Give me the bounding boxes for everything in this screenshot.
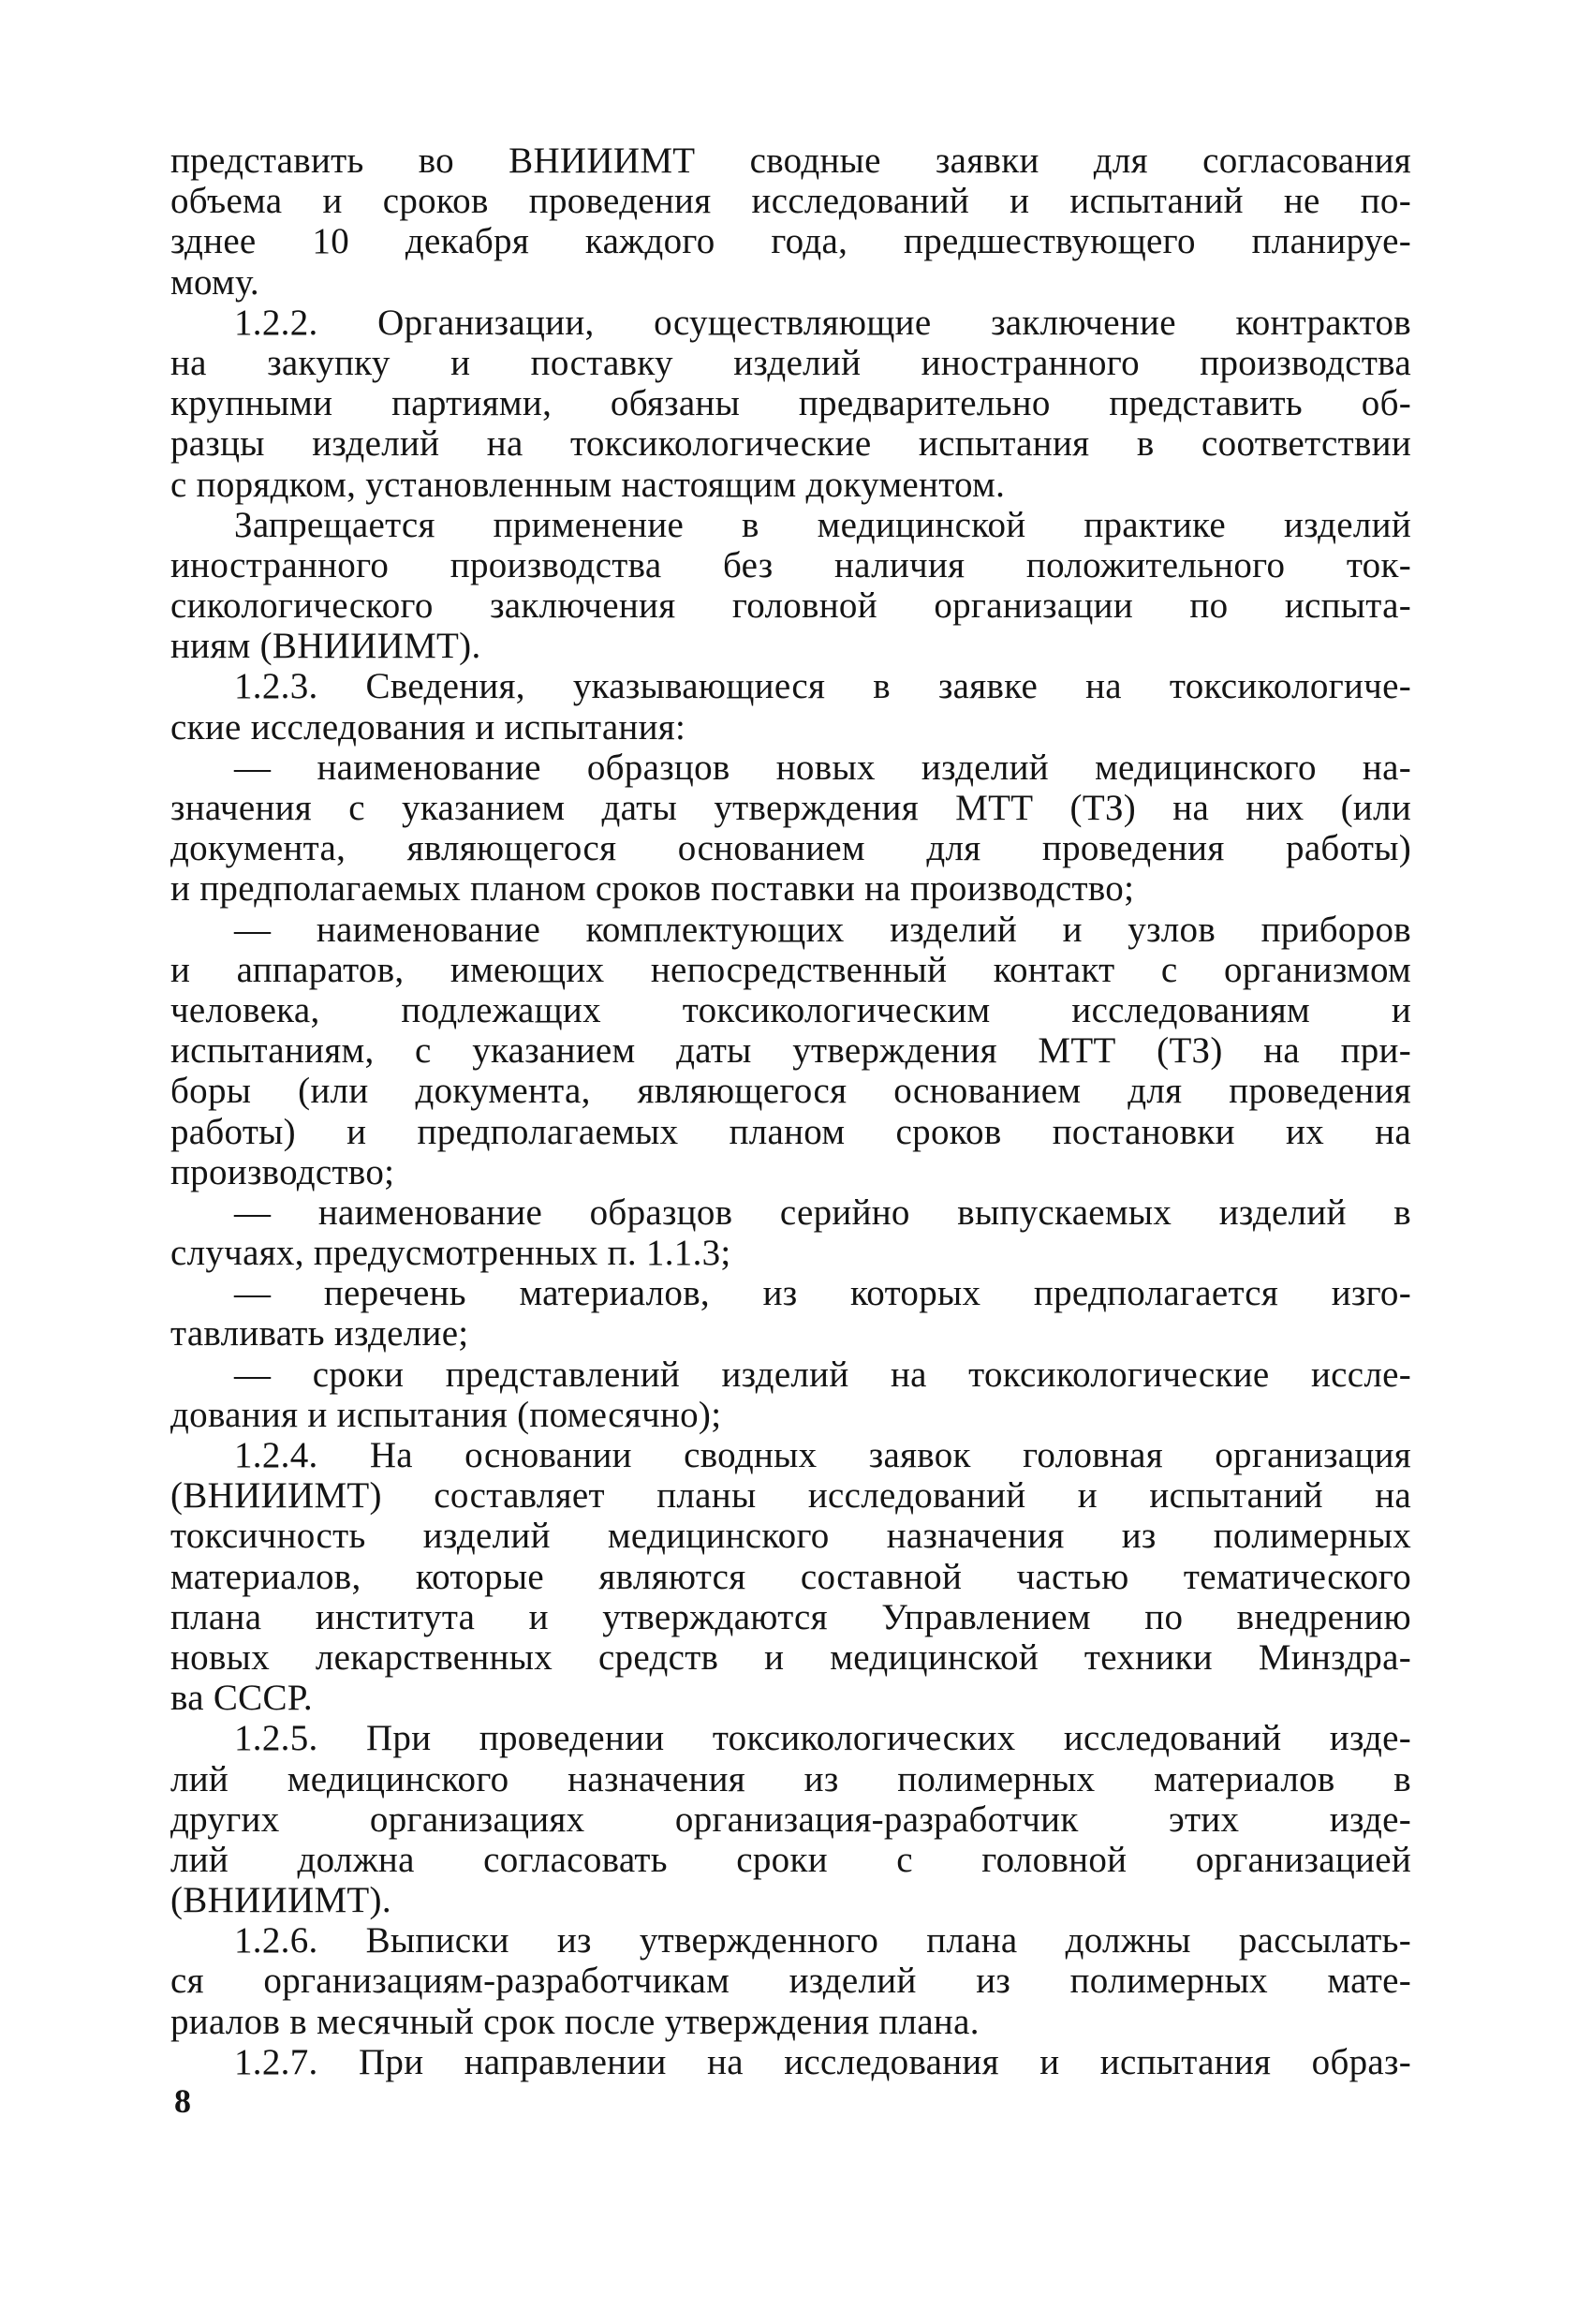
text-line: объема и сроков проведения исследований и испытаний не по- — [170, 181, 1411, 222]
text-line: плана института и утверждаются Управлением по внедрению — [170, 1596, 1411, 1637]
text-line: — наименование образцов серийно выпускаемых изделий в — [234, 1192, 1411, 1233]
text-line: — наименование комплектующих изделий и узлов приборов — [234, 909, 1411, 950]
page-number: 8 — [174, 2082, 191, 2120]
text-line: тавливать изделие; — [170, 1313, 469, 1354]
text-line: на закупку и поставку изделий иностранного производства — [170, 342, 1411, 383]
text-line: других организациях организация-разработчик этих изде- — [170, 1799, 1411, 1840]
text-line: лий должна согласовать сроки с головной организацией — [170, 1839, 1411, 1880]
text-line: документа, являющегося основанием для проведения работы) — [170, 828, 1411, 869]
text-line: 1.2.7. При направлении на исследования и испытания образ- — [234, 2041, 1411, 2082]
text-line: испытаниям, с указанием даты утверждения МТТ (ТЗ) на при- — [170, 1030, 1411, 1072]
text-line: крупными партиями, обязаны предварительно представить об- — [170, 383, 1411, 424]
text-line: человека, подлежащих токсикологическим исследованиям и — [170, 989, 1411, 1030]
text-line: с порядком, установленным настоящим документом. — [170, 464, 1006, 505]
text-line: работы) и предполагаемых планом сроков постановки их на — [170, 1111, 1411, 1152]
text-line: 1.2.6. Выписки из утвержденного плана должны рассылать- — [234, 1920, 1411, 1961]
text-line: дования и испытания (помесячно); — [170, 1394, 722, 1435]
document-body — [170, 141, 1411, 2082]
text-line: ские исследования и испытания: — [170, 706, 686, 748]
text-line: и аппаратов, имеющих непосредственный контакт с организмом — [170, 949, 1411, 990]
text-line: — перечень материалов, из которых предполагается изго- — [234, 1273, 1411, 1314]
text-line: материалов, которые являются составной частью тематического — [170, 1556, 1411, 1597]
text-line: токсичность изделий медицинского назначения из полимерных — [170, 1516, 1411, 1557]
text-line: (ВНИИИМТ). — [170, 1880, 391, 1921]
text-line: мому. — [170, 261, 259, 303]
text-line: — сроки представлений изделий на токсикологические иссле- — [234, 1354, 1411, 1395]
text-line: иностранного производства без наличия положительного ток- — [170, 544, 1411, 585]
text-line: ва СССР. — [170, 1678, 313, 1719]
text-line: 1.2.4. На основании сводных заявок головная организация — [234, 1435, 1411, 1475]
text-line: 1.2.3. Сведения, указывающиеся в заявке на токсикологиче- — [234, 666, 1411, 707]
text-line: значения с указанием даты утверждения МТТ (ТЗ) на них (или — [170, 788, 1411, 828]
text-line: представить во ВНИИИМТ сводные заявки для согласования — [170, 141, 1411, 181]
text-line: зднее 10 декабря каждого года, предшествующего планируе- — [170, 221, 1411, 262]
text-line: ниям (ВНИИИМТ). — [170, 626, 481, 667]
text-line: случаях, предусмотренных п. 1.1.3; — [170, 1233, 731, 1274]
text-line: Запрещается применение в медицинской практике изделий — [234, 504, 1411, 545]
text-line: производство; — [170, 1151, 395, 1192]
text-line: лий медицинского назначения из полимерных материалов в — [170, 1758, 1411, 1799]
text-line: и предполагаемых планом сроков поставки на производство; — [170, 868, 1135, 910]
text-line: ся организациям-разработчикам изделий из полимерных мате- — [170, 1961, 1411, 2002]
text-line: (ВНИИИМТ) составляет планы исследований и испытаний на — [170, 1475, 1411, 1517]
text-line: новых лекарственных средств и медицинской техники Минздра- — [170, 1636, 1411, 1678]
text-line: боры (или документа, являющегося основанием для проведения — [170, 1071, 1411, 1112]
text-line: 1.2.2. Организации, осуществляющие заключение контрактов — [234, 302, 1411, 343]
text-line: — наименование образцов новых изделий медицинского на- — [234, 747, 1411, 788]
text-line: 1.2.5. При проведении токсикологических исследований изде- — [234, 1718, 1411, 1759]
text-line: разцы изделий на токсикологические испытания в соответствии — [170, 423, 1411, 465]
text-line: сикологического заключения головной организации по испыта- — [170, 585, 1411, 627]
text-line: риалов в месячный срок после утверждения плана. — [170, 2001, 980, 2042]
